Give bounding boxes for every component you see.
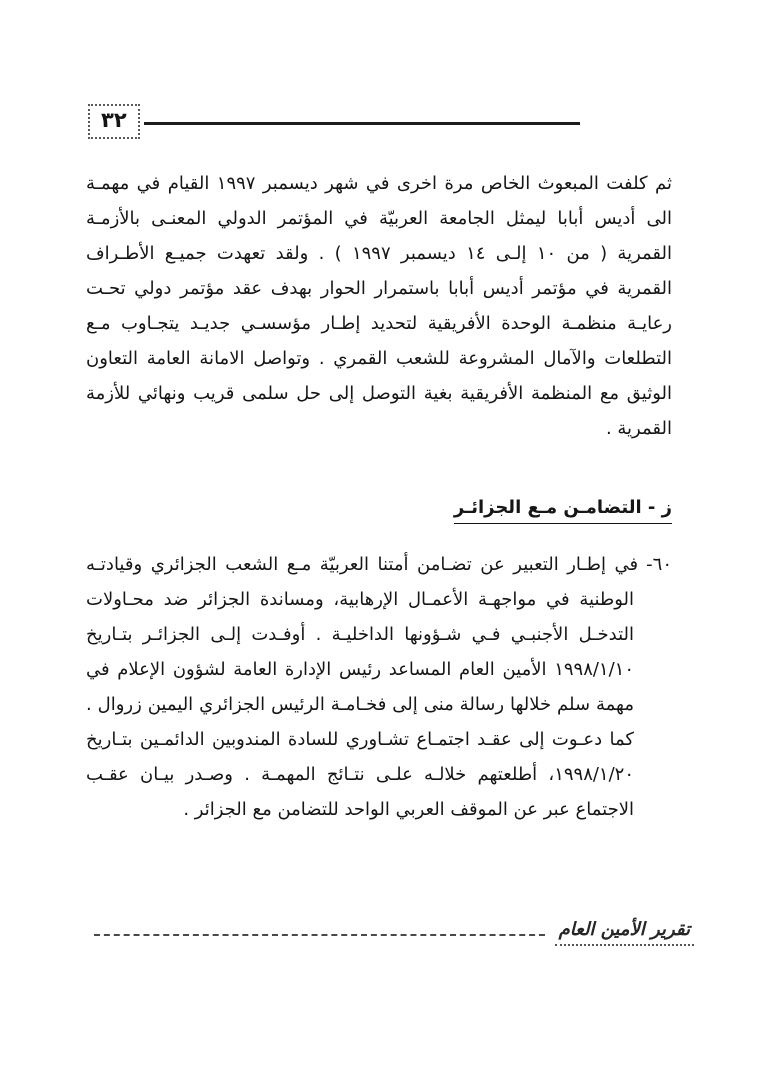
header-rule — [144, 122, 580, 125]
paragraph-60 — [86, 547, 672, 827]
paragraph-60-text: في إطـار التعبير عن تضـامن أمتنا العربيّة مـع الشعب الجزائري وقيادتـه الوطنية في مواجهـة الأعمـال الإرهابية، ومساندة الجزائر ضد محـاولات التدخـل الأجنبـي فـي شـؤونها الداخليـة . أوفـدت إلـى الجزائـر بتـاريخ ١٩٩٨/١/١٠ الأمين العام المساعد رئيس الإدارة العامة لشؤون الإعلام في مهمة سلم خلالها رسالة منى إلى فخـامـة الرئيس الجزائري اليمين زروال . كما دعـوت إلى عقـد اجتمـاع تشـاوري للسادة المندوبين الدائمـين بتـاريخ ١٩٩٨/١/٢٠، أطلعتهم خلالـه علـى نتـائج المهمـة . وصـدر بيـان عقـب الاجتماع عبر عن الموقف العربي الواحد للتضامن مع الجزائر . — [86, 554, 639, 820]
page-header — [88, 104, 580, 139]
page-number: ٣٢ — [88, 104, 140, 139]
footer-rule — [94, 934, 545, 936]
page-footer — [94, 916, 694, 948]
section-heading-text: ز - التضامـن مـع الجزائـر — [454, 497, 672, 524]
item-number: ٦٠- — [646, 554, 672, 575]
section-heading-algeria — [86, 490, 672, 525]
footer-title: تقرير الأمين العام — [555, 919, 694, 946]
document-body — [86, 166, 672, 827]
paragraph-comoros-mission: ثم كلفت المبعوث الخاص مرة اخرى في شهر ديسمبر ١٩٩٧ القيام في مهمـة الى أديس أبابا ليمثل الجامعة العربيّة في المؤتمر الدولي المعنـى بالأزمـة القمرية ( من ١٠ إلـى ١٤ ديسمبر ١٩٩٧ ) . ولقد تعهدت جميـع الأطـراف القمرية في مؤتمر أديس أبابا باستمرار الحوار بهدف عقد مؤتمر دولي تحـت رعايـة منظمـة الوحدة الأفريقية لتحديد إطـار مؤسسـي جديـد يتجـاوب مـع التطلعات والآمال المشروعة للشعب القمري . وتواصل الامانة العامة التعاون الوثيق مع المنظمة الأفريقية بغية التوصل إلى حل سلمى قريب ونهائي للأزمة القمرية . — [86, 173, 673, 439]
